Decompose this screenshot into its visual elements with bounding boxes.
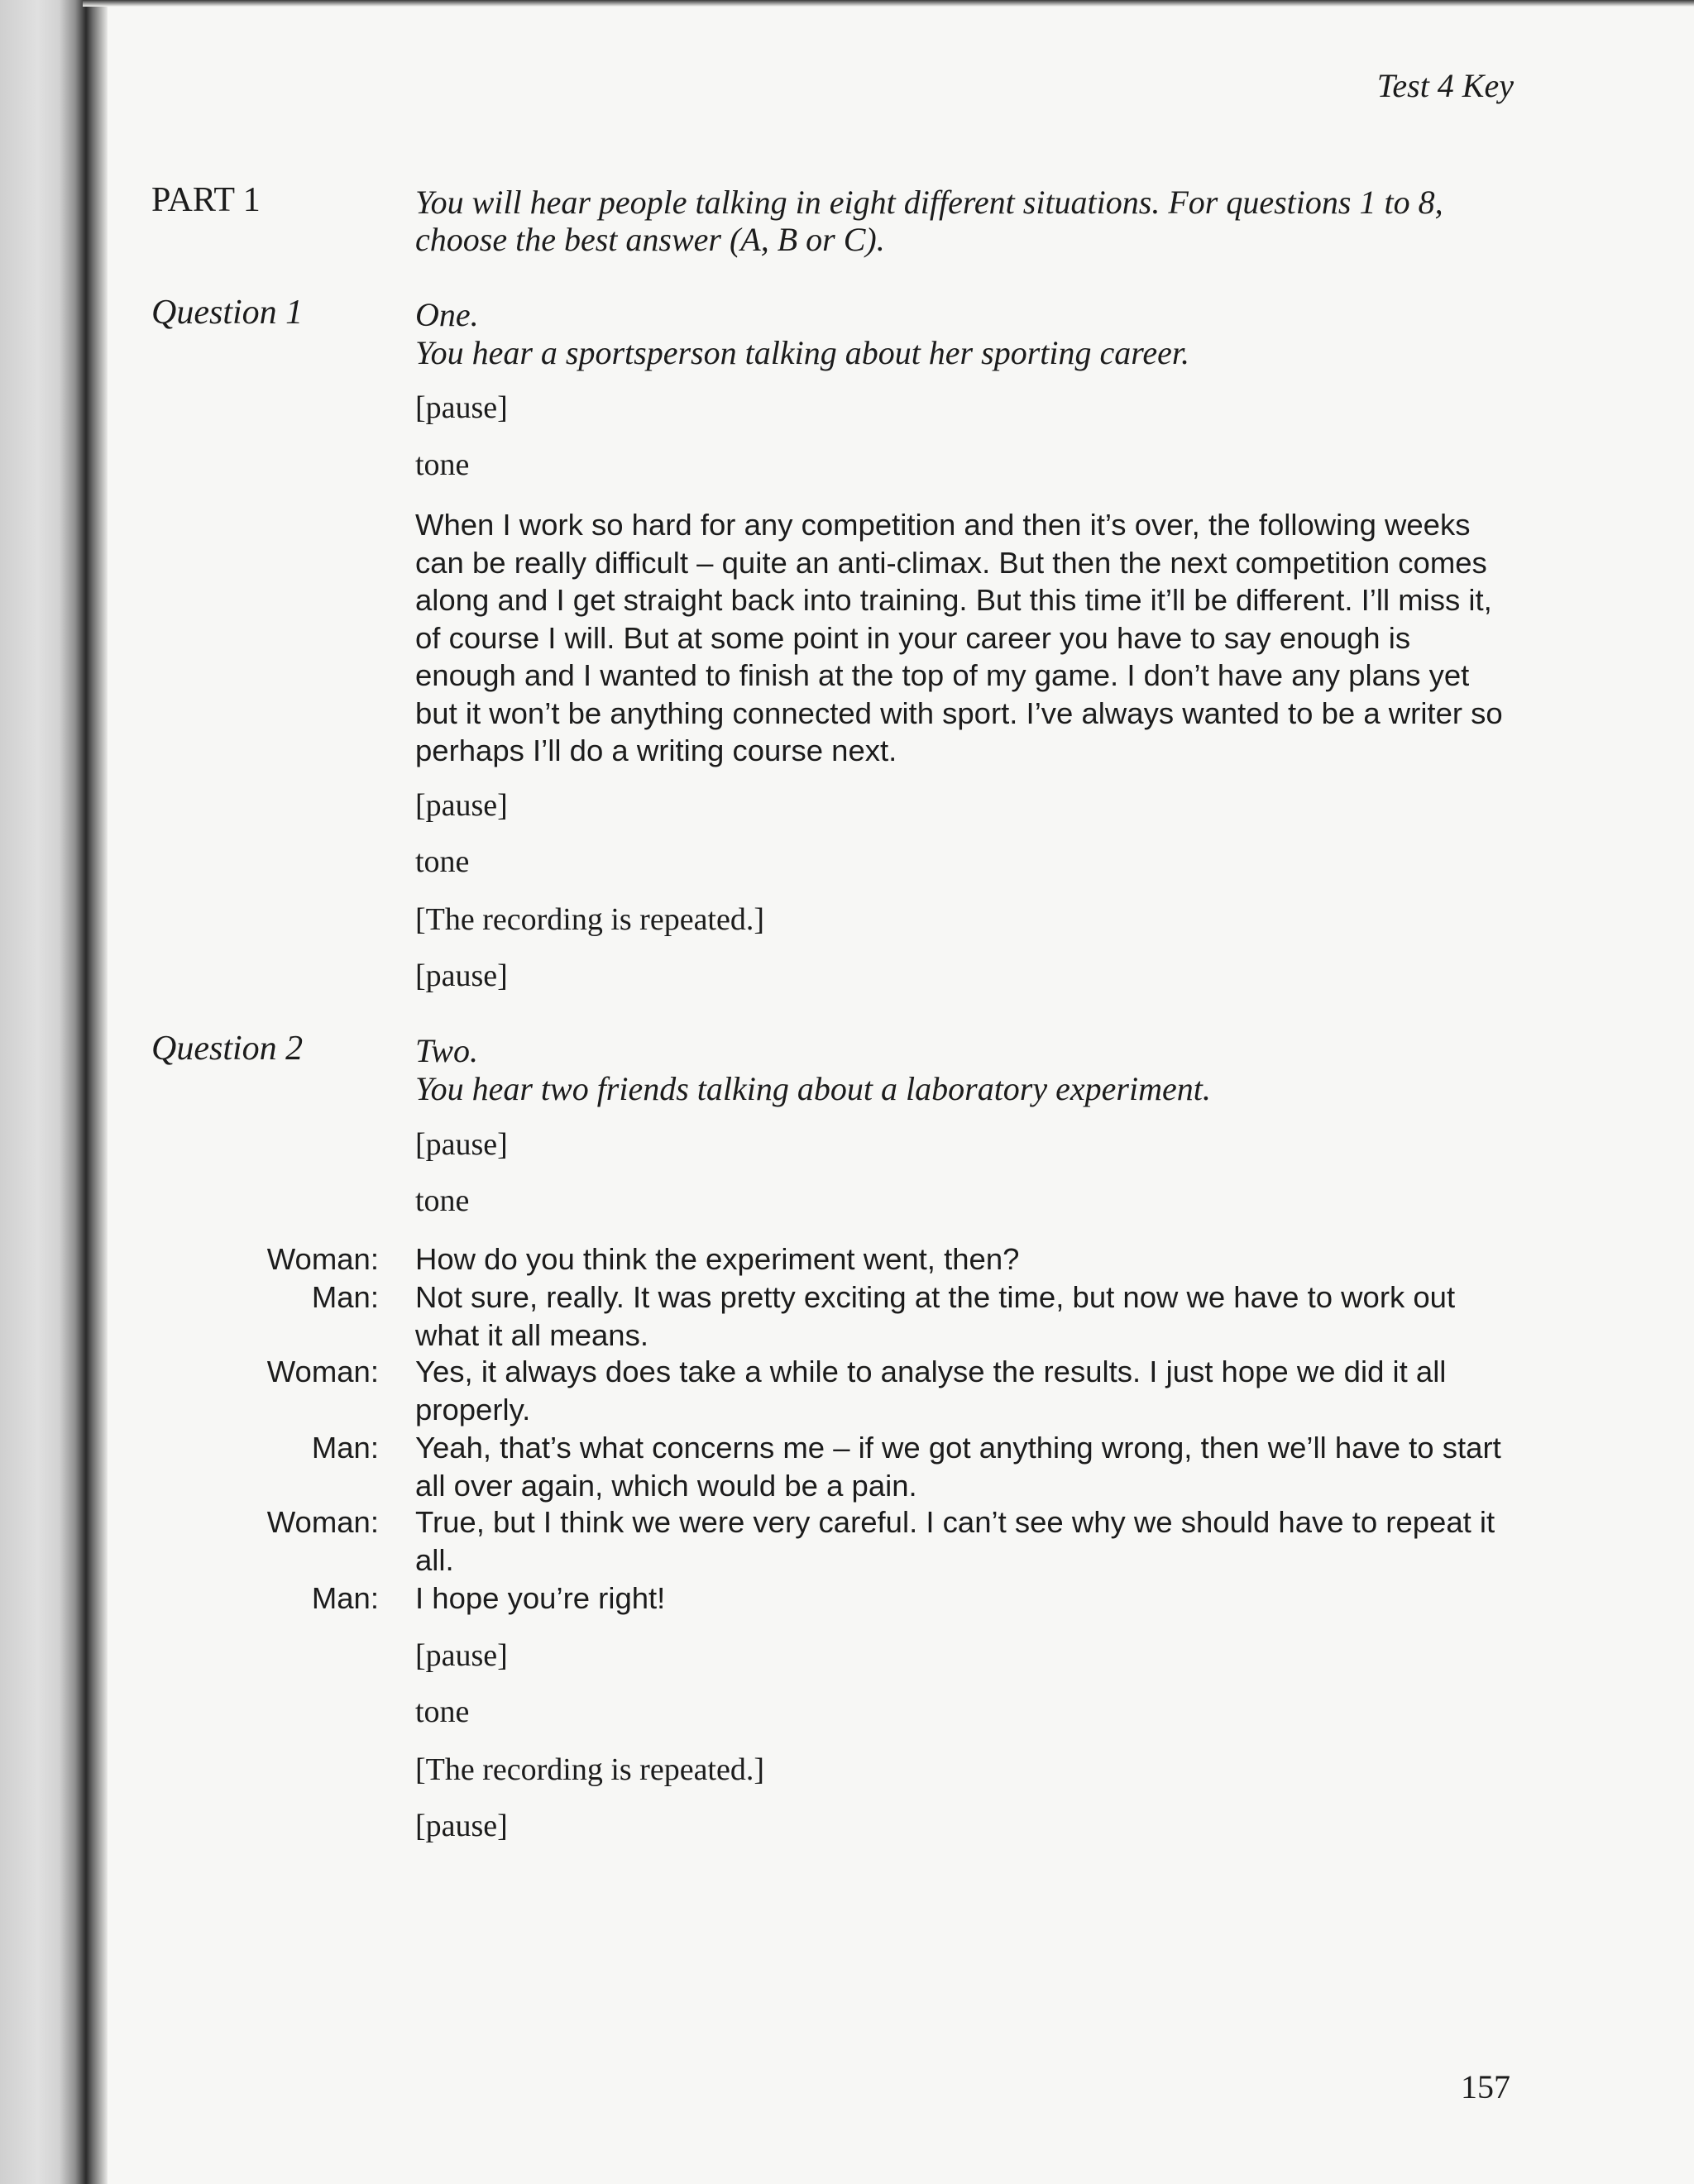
question-2-pause-1: [pause] xyxy=(415,1127,508,1162)
question-1-pause-2: [pause] xyxy=(415,788,508,823)
question-2-tone-2: tone xyxy=(415,1694,470,1729)
question-2-label: Question 2 xyxy=(151,1030,304,1068)
dialogue-speech: Yeah, that’s what concerns me – if we got anything wrong, then we’ll have to start all over again, which would be a pain. xyxy=(415,1431,1501,1503)
question-1-tone-2: tone xyxy=(415,844,470,879)
question-1-transcript: When I work so hard for any competition and then it’s over, the following weeks can be really difficult – quite an anti-climax. But then the next competition comes along and I get straight back into training. But this time it’ll be different. I’ll miss it, of course I will. But at some point in your career you have to say enough is enough and I wanted to finish at the top of my game. I don’t have any plans yet but it won’t be anything connected with sport. I’ve always wanted to be a writer so perhaps I’ll do a writing course next. xyxy=(415,508,1503,767)
question-1-context: You hear a sportsperson talking about her sporting career. xyxy=(415,334,1189,371)
question-1-repeated: [The recording is repeated.] xyxy=(415,902,765,937)
dialogue-speaker: Woman: xyxy=(266,1242,379,1276)
dialogue-speaker: Woman: xyxy=(266,1355,379,1388)
dialogue-speech: True, but I think we were very careful. I can’t see why we should have to repeat it all. xyxy=(415,1505,1495,1577)
part-instructions: You will hear people talking in eight different situations. For questions 1 to 8, choose the best answer (A, B or C). xyxy=(415,184,1443,258)
part-label: PART 1 xyxy=(151,181,261,219)
dialogue-speech: I hope you’re right! xyxy=(415,1581,666,1615)
question-1-tone-1: tone xyxy=(415,447,470,482)
dialogue-speaker: Man: xyxy=(311,1280,379,1314)
question-2-pause-3: [pause] xyxy=(415,1809,508,1843)
question-2-tone-1: tone xyxy=(415,1183,470,1218)
question-2-repeated: [The recording is repeated.] xyxy=(415,1752,765,1787)
question-1-number: One. xyxy=(415,296,479,333)
question-1-label: Question 1 xyxy=(151,294,304,332)
dialogue-speech: How do you think the experiment went, then? xyxy=(415,1242,1020,1276)
page-number: 157 xyxy=(1461,2068,1510,2105)
book-gutter-shadow xyxy=(0,0,108,2184)
page-top-edge xyxy=(83,0,1694,7)
running-head: Test 4 Key xyxy=(1376,67,1514,104)
question-1-pause-1: [pause] xyxy=(415,390,508,425)
dialogue-speaker: Woman: xyxy=(266,1505,379,1539)
question-2-number: Two. xyxy=(415,1032,478,1069)
dialogue-speaker: Man: xyxy=(311,1431,379,1465)
question-2-pause-2: [pause] xyxy=(415,1638,508,1673)
question-2-context: You hear two friends talking about a laboratory experiment. xyxy=(415,1070,1211,1107)
question-1-pause-3: [pause] xyxy=(415,958,508,993)
dialogue-speech: Not sure, really. It was pretty exciting at the time, but now we have to work out what it all means. xyxy=(415,1280,1456,1352)
dialogue-speaker: Man: xyxy=(311,1581,379,1615)
dialogue-speech: Yes, it always does take a while to analyse the results. I just hope we did it all properly. xyxy=(415,1355,1447,1427)
